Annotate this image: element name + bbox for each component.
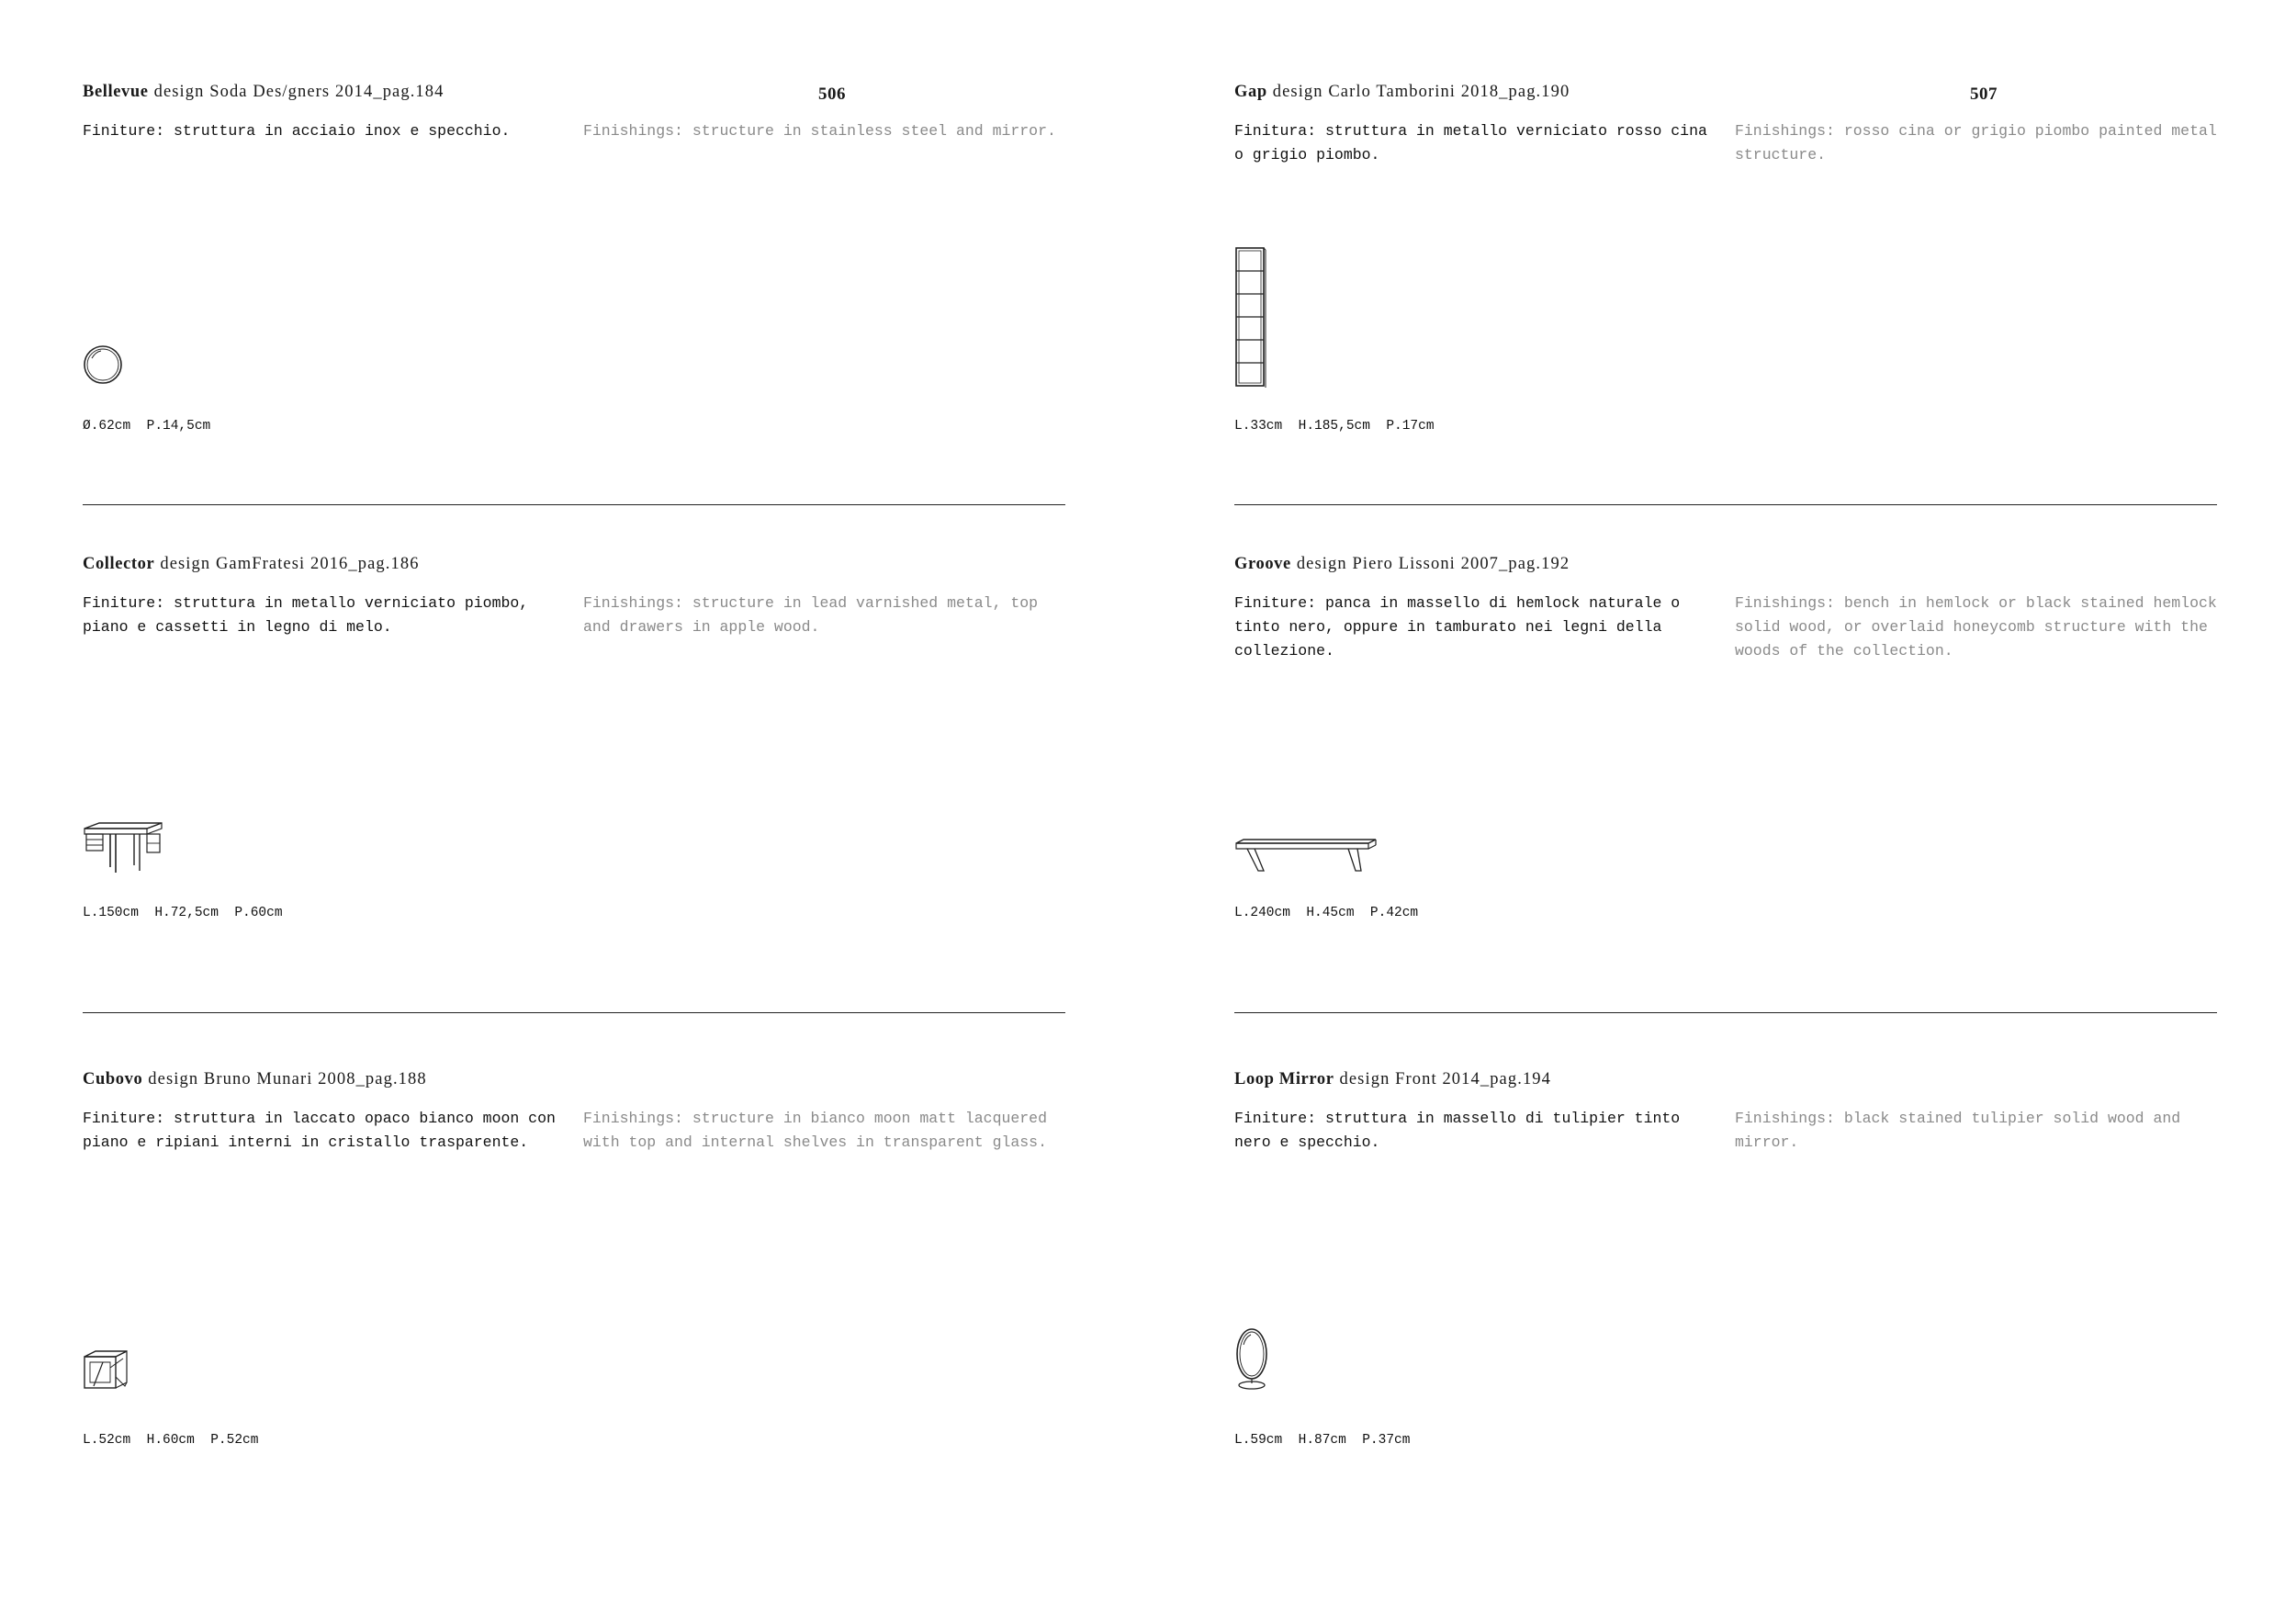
page-number-left: 506 xyxy=(818,85,846,104)
page-number-right: 507 xyxy=(1970,85,1998,104)
section-divider xyxy=(1234,1012,2217,1013)
product-dimensions: L.150cm H.72,5cm P.60cm xyxy=(83,906,283,920)
product-dimensions: Ø.62cm P.14,5cm xyxy=(83,419,211,434)
product-credit: design Piero Lissoni 2007_pag.192 xyxy=(1296,555,1570,573)
product-heading xyxy=(83,555,420,574)
product-entry-cubovo xyxy=(83,1070,1065,1511)
finishes-english: Finishings: structure in lead varnished metal, top and drawers in apple wood. xyxy=(583,594,1039,636)
finishes-italian: Finiture: panca in massello di hemlock naturale o tinto nero, oppure in tamburato nei legni della collezione. xyxy=(1234,594,1681,660)
product-dimensions: L.52cm H.60cm P.52cm xyxy=(83,1433,259,1448)
product-credit: design Bruno Munari 2008_pag.188 xyxy=(148,1070,427,1088)
finishes-english: Finishings: structure in bianco moon matt lacquered with top and internal shelves in transparent glass. xyxy=(583,1110,1047,1151)
product-credit: design Front 2014_pag.194 xyxy=(1339,1070,1551,1088)
finishes-english: Finishings: structure in stainless steel and mirror. xyxy=(583,122,1056,140)
product-entry-collector xyxy=(83,555,1065,996)
oval-mirror-icon xyxy=(1234,1326,1271,1391)
finishes-italian: Finiture: struttura in acciaio inox e specchio. xyxy=(83,122,511,140)
product-credit: design Soda Des/gners 2014_pag.184 xyxy=(153,83,445,101)
product-credit: design GamFratesi 2016_pag.186 xyxy=(160,555,420,573)
product-heading xyxy=(83,1070,427,1089)
finishes-italian: Finiture: struttura in laccato opaco bianco moon con piano e ripiani interni in cristallo trasparente. xyxy=(83,1110,556,1151)
product-heading xyxy=(83,83,445,102)
finishes-italian: Finiture: struttura in metallo verniciato piombo, piano e cassetti in legno di melo. xyxy=(83,594,529,636)
finishes-english: Finishings: black stained tulipier solid wood and mirror. xyxy=(1735,1110,2181,1151)
finishes-italian: Finiture: struttura in massello di tulipier tinto nero e specchio. xyxy=(1234,1110,1681,1151)
section-divider xyxy=(83,1012,1065,1013)
cube-cabinet-icon xyxy=(83,1349,130,1392)
product-heading xyxy=(1234,1070,1551,1089)
desk-icon xyxy=(83,821,165,874)
product-credit: design Carlo Tamborini 2018_pag.190 xyxy=(1272,83,1570,101)
product-entry-gap xyxy=(1234,83,2217,524)
finishes-italian: Finitura: struttura in metallo verniciato rosso cina o grigio piombo. xyxy=(1234,122,1707,164)
product-heading xyxy=(1234,83,1570,102)
product-entry-bellevue xyxy=(83,83,1065,524)
finishes-english: Finishings: rosso cina or grigio piombo painted metal structure. xyxy=(1735,122,2217,164)
product-entry-groove xyxy=(1234,555,2217,996)
shelving-unit-icon xyxy=(1234,246,1267,389)
product-dimensions: L.33cm H.185,5cm P.17cm xyxy=(1234,419,1435,434)
product-name: Bellevue xyxy=(83,83,149,101)
product-entry-loop-mirror xyxy=(1234,1070,2217,1511)
round-mirror-icon xyxy=(83,342,125,388)
product-name: Loop Mirror xyxy=(1234,1070,1334,1088)
section-divider xyxy=(1234,504,2217,505)
product-dimensions: L.59cm H.87cm P.37cm xyxy=(1234,1433,1411,1448)
product-dimensions: L.240cm H.45cm P.42cm xyxy=(1234,906,1419,920)
product-name: Cubovo xyxy=(83,1070,143,1088)
bench-icon xyxy=(1234,838,1378,874)
finishes-english: Finishings: bench in hemlock or black stained hemlock solid wood, or overlaid honeycomb structure with the woods of the collection. xyxy=(1735,594,2217,660)
section-divider xyxy=(83,504,1065,505)
product-name: Groove xyxy=(1234,555,1291,573)
product-heading xyxy=(1234,555,1570,574)
product-name: Collector xyxy=(83,555,155,573)
product-name: Gap xyxy=(1234,83,1267,101)
